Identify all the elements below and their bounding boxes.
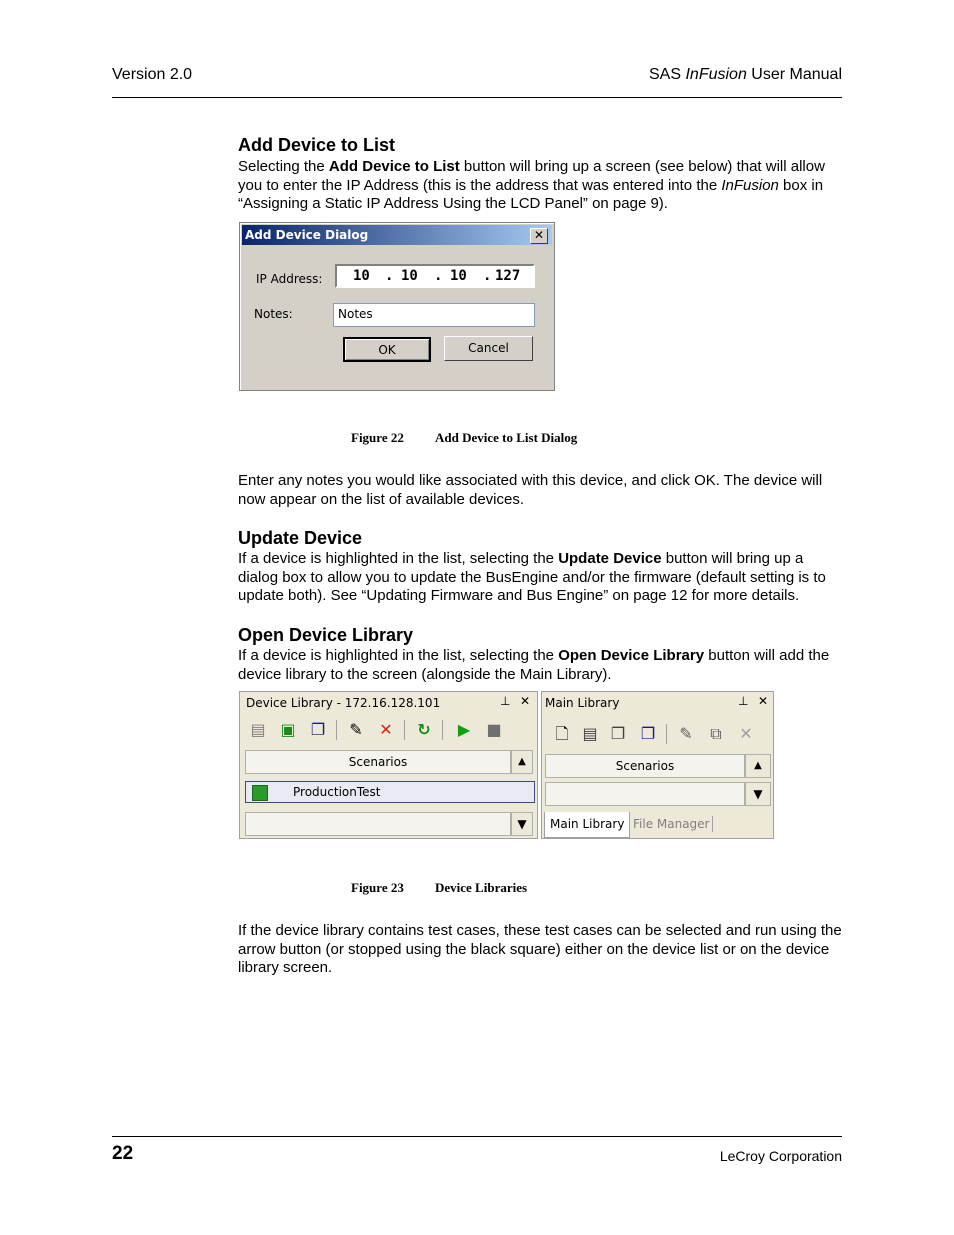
scenario-icon (252, 785, 268, 801)
ip-address-input[interactable] (335, 264, 535, 288)
ip-octet-3[interactable]: 10 (450, 268, 467, 284)
bold-text: Update Device (558, 550, 662, 567)
ok-button[interactable]: OK (343, 337, 431, 362)
stop-icon[interactable]: ■ (486, 720, 502, 739)
save-all-icon[interactable]: ❐ (610, 724, 626, 743)
tab-file-manager[interactable]: File Manager (633, 817, 710, 831)
delete-disabled-icon[interactable]: ✕ (739, 724, 753, 743)
para-run-test-cases: If the device library contains test cases, these test cases can be selected and run using the arrow button (or stopped using the black square) either on the device list or on the device library screen. (238, 922, 842, 976)
text: button will bring up a dialog box to allow you to update the BusEngine and/or the firmware (default setting is to update both). See “Updating Firmware and Bus Engine” on page 12 for more details. (238, 550, 826, 604)
heading-update-device: Update Device (238, 528, 363, 548)
ip-octet-2[interactable]: 10 (401, 268, 418, 284)
text: box in “Assigning a Static IP Address Using the LCD Panel” on page 9). (238, 176, 824, 212)
para-add-device (238, 158, 842, 214)
dialog-title: Add Device Dialog (245, 228, 369, 242)
device-library-title: Device Library - 172.16.128.101 (246, 696, 441, 710)
save-icon[interactable]: ▤ (582, 724, 598, 743)
cancel-button[interactable]: Cancel (444, 336, 533, 361)
heading-add-device: Add Device to List (238, 135, 396, 155)
scroll-up-icon[interactable]: ▲ (511, 750, 533, 774)
ip-dot: . (385, 268, 394, 284)
main-library-panel (541, 691, 774, 839)
ip-octet-1[interactable]: 10 (353, 268, 370, 284)
device-library-panel (239, 691, 538, 839)
header-manual-title (649, 66, 842, 84)
manual-product: InFusion (685, 66, 747, 83)
figure-number: Figure 23 (351, 880, 404, 895)
scroll-up-icon[interactable]: ▲ (745, 754, 771, 778)
text: button will bring up a screen (see below) that will allow you to enter the IP Address (this is the address that was entered into the (238, 158, 825, 194)
notes-label: Notes: (254, 307, 293, 321)
figure-title: Add Device to List Dialog (435, 430, 578, 445)
main-library-toolbar (544, 720, 772, 748)
copy-icon[interactable]: ❐ (310, 720, 326, 739)
tab-separator (712, 816, 713, 832)
tab-main-library[interactable]: Main Library (544, 812, 630, 838)
edit-icon[interactable]: ✎ (349, 720, 363, 739)
copy-icon[interactable]: ❐ (640, 724, 656, 743)
manual-prefix: SAS (649, 66, 686, 83)
ip-dot: . (434, 268, 443, 284)
toolbar-separator (336, 720, 337, 740)
figure-title: Device Libraries (435, 880, 528, 895)
text: If a device is highlighted in the list, selecting the (238, 647, 559, 664)
close-icon[interactable]: ✕ (530, 228, 548, 244)
main-library-title: Main Library (545, 696, 620, 710)
bold-text: Add Device to List (328, 158, 460, 175)
dialog-title-bar (242, 225, 552, 245)
heading-open-device-library: Open Device Library (238, 625, 414, 645)
notes-input[interactable]: Notes (333, 303, 535, 327)
italic-text: InFusion (721, 176, 779, 194)
refresh-icon[interactable]: ↻ (417, 720, 431, 739)
run-icon[interactable]: ▶ (457, 720, 471, 739)
toolbar-separator (442, 720, 443, 740)
new-icon[interactable]: 🗋 (555, 724, 569, 743)
toolbar-separator (666, 724, 667, 744)
para-open-device-library (238, 647, 842, 684)
manual-suffix: User Manual (746, 66, 842, 83)
dropdown-arrow-icon[interactable]: ▼ (511, 812, 533, 836)
text: Selecting the (238, 158, 329, 175)
figure-number: Figure 22 (351, 430, 404, 445)
duplicate-icon[interactable]: ⧉ (710, 724, 722, 743)
scenario-name: ProductionTest (293, 785, 381, 799)
add-disabled-icon[interactable]: ▤ (250, 720, 266, 739)
para-update-device (238, 550, 842, 606)
empty-dropdown[interactable] (245, 812, 511, 836)
close-icon[interactable]: ✕ (758, 694, 769, 708)
device-library-toolbar (242, 716, 532, 744)
empty-dropdown[interactable] (545, 782, 745, 806)
toolbar-separator (404, 720, 405, 740)
ip-dot: . (483, 268, 492, 284)
page-number: 22 (112, 1143, 134, 1164)
ip-address-label: IP Address: (256, 272, 323, 286)
edit-icon[interactable]: ✎ (679, 724, 693, 743)
footer-rule (112, 1136, 842, 1137)
text: button will add the device library to the screen (alongside the Main Library). (238, 647, 830, 683)
scenarios-column-header[interactable]: Scenarios (545, 754, 745, 778)
bold-text: Open Device Library (558, 647, 705, 664)
footer-company: LeCroy Corporation (719, 1148, 842, 1164)
delete-icon[interactable]: ✕ (379, 720, 393, 739)
text: If a device is highlighted in the list, selecting the (238, 550, 559, 567)
pin-icon[interactable]: ⊥ (738, 694, 749, 708)
scenarios-column-header[interactable]: Scenarios (245, 750, 511, 774)
close-icon[interactable]: ✕ (520, 694, 531, 708)
add-device-dialog (239, 222, 555, 391)
header-rule (112, 97, 842, 98)
ip-octet-4[interactable]: 127 (495, 268, 521, 284)
para-add-device-notes: Enter any notes you would like associated with this device, and click OK. The device will now appear on the list of available devices. (238, 472, 823, 508)
list-item[interactable] (245, 781, 535, 803)
header-version: Version 2.0 (112, 66, 193, 83)
import-icon[interactable]: ▣ (280, 720, 296, 739)
dropdown-arrow-icon[interactable]: ▼ (745, 782, 771, 806)
pin-icon[interactable]: ⊥ (500, 694, 511, 708)
